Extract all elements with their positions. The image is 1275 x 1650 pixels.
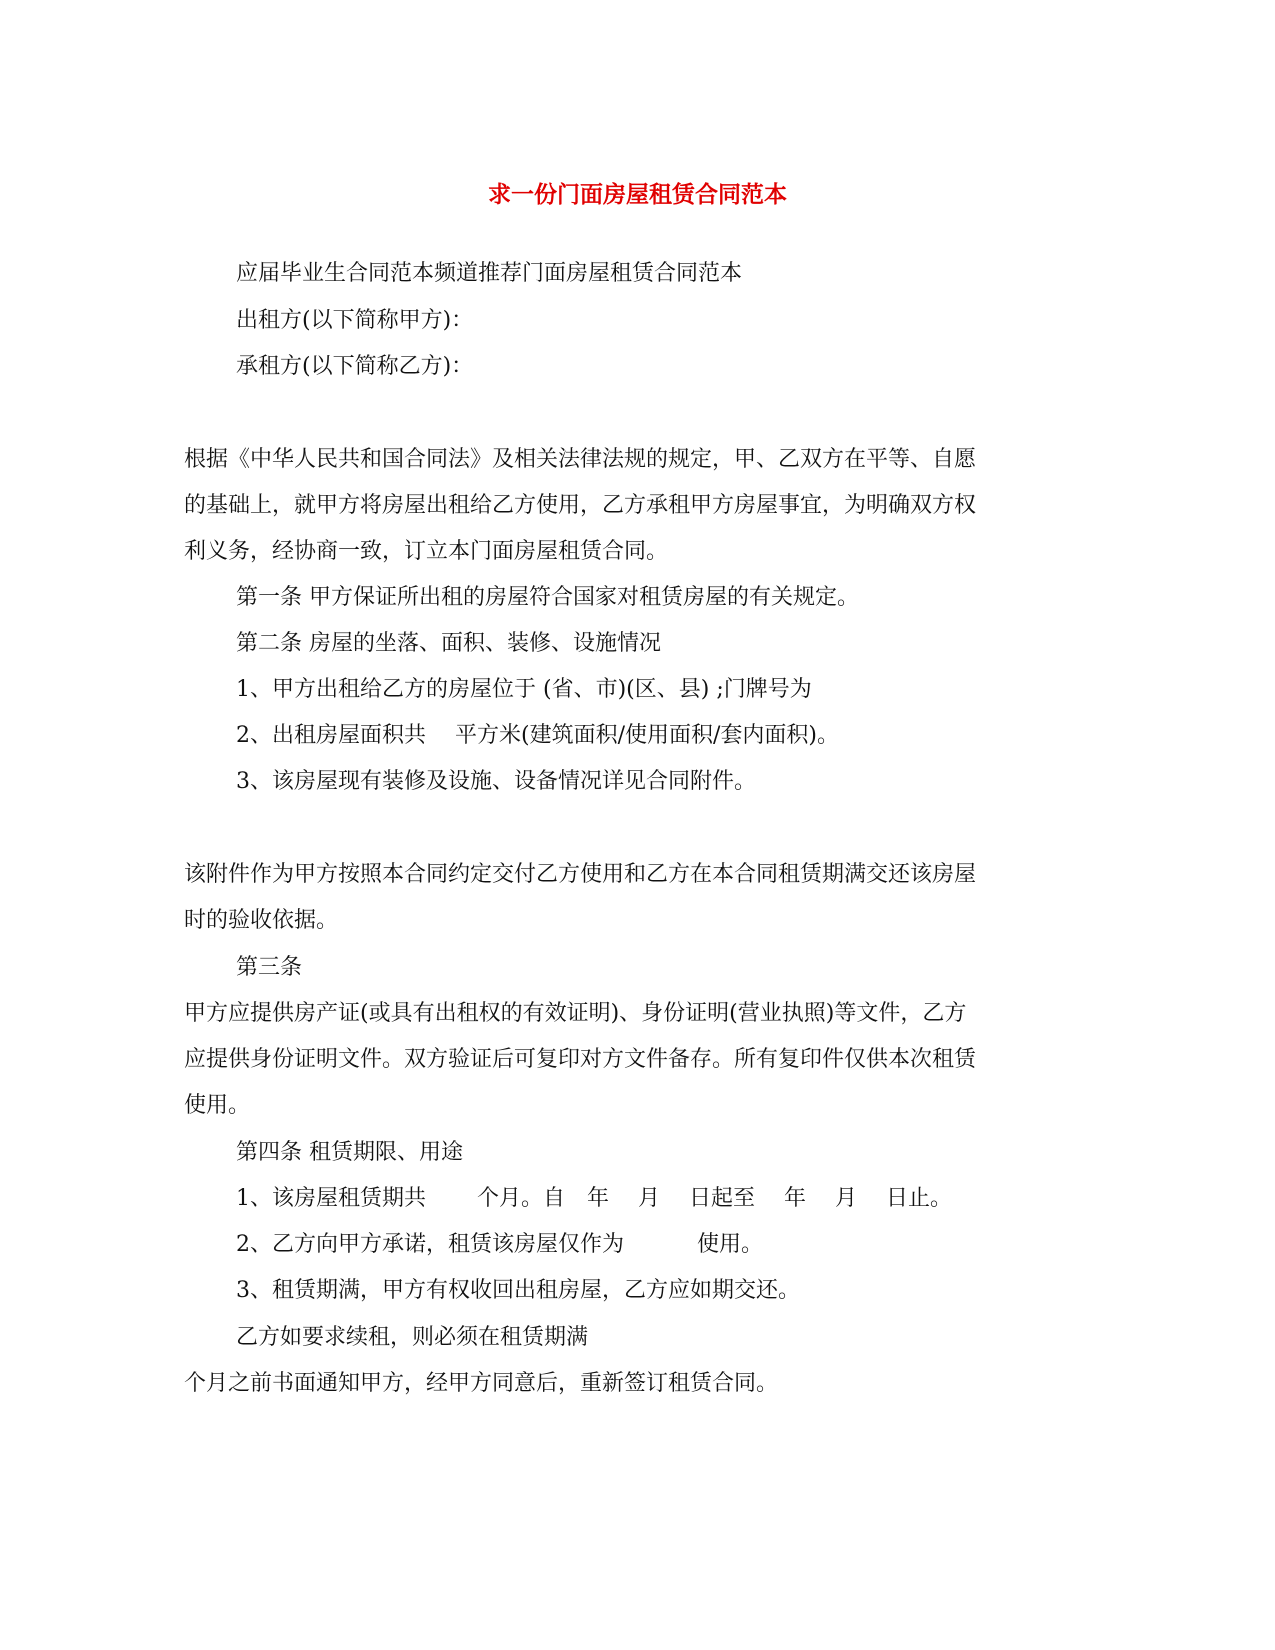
article-3-line-1: 甲方应提供房产证(或具有出租权的有效证明)、身份证明(营业执照)等文件，乙方: [184, 1001, 967, 1026]
preamble-line-3: 利义务，经协商一致，订立本门面房屋租赁合同。: [184, 539, 669, 564]
renewal-line-1: 乙方如要求续租，则必须在租赁期满: [236, 1325, 589, 1350]
article-4-item-3: 3、租赁期满，甲方有权收回出租房屋，乙方应如期交还。: [236, 1278, 800, 1303]
article-2-item-2: 2、出租房屋面积共 平方米(建筑面积/使用面积/套内面积)。: [236, 723, 839, 748]
article-4-item-2: 2、乙方向甲方承诺，租赁该房屋仅作为 使用。: [236, 1232, 763, 1257]
preamble-line-2: 的基础上，就甲方将房屋出租给乙方使用，乙方承租甲方房屋事宜，为明确双方权: [184, 493, 977, 518]
article-2-item-1: 1、甲方出租给乙方的房屋位于 (省、市)(区、县) ;门牌号为: [236, 677, 812, 702]
lessor-line: 出租方(以下简称甲方)：: [236, 308, 474, 333]
preamble-line-1: 根据《中华人民共和国合同法》及相关法律法规的规定，甲、乙双方在平等、自愿: [184, 447, 977, 472]
document-title: 求一份门面房屋租赁合同范本: [488, 181, 787, 208]
attachment-line-2: 时的验收依据。: [184, 908, 339, 933]
attachment-line-1: 该附件作为甲方按照本合同约定交付乙方使用和乙方在本合同租赁期满交还该房屋: [184, 862, 977, 887]
article-3-line-2: 应提供身份证明文件。双方验证后可复印对方文件备存。所有复印件仅供本次租赁: [184, 1047, 977, 1072]
article-4-heading: 第四条 租赁期限、用途: [236, 1140, 463, 1165]
article-4-item-1: 1、该房屋租赁期共 个月。自 年 月 日起至 年 月 日止。: [236, 1186, 952, 1211]
intro-line: 应届毕业生合同范本频道推荐门面房屋租赁合同范本: [236, 261, 743, 286]
article-2-heading: 第二条 房屋的坐落、面积、装修、设施情况: [236, 631, 661, 656]
article-3-heading: 第三条: [236, 955, 303, 980]
renewal-line-2: 个月之前书面通知甲方，经甲方同意后，重新签订租赁合同。: [184, 1371, 779, 1396]
article-1: 第一条 甲方保证所出租的房屋符合国家对租赁房屋的有关规定。: [236, 585, 859, 610]
lessee-line: 承租方(以下简称乙方)：: [236, 354, 474, 379]
article-2-item-3: 3、该房屋现有装修及设施、设备情况详见合同附件。: [236, 769, 756, 794]
article-3-line-3: 使用。: [184, 1093, 251, 1118]
